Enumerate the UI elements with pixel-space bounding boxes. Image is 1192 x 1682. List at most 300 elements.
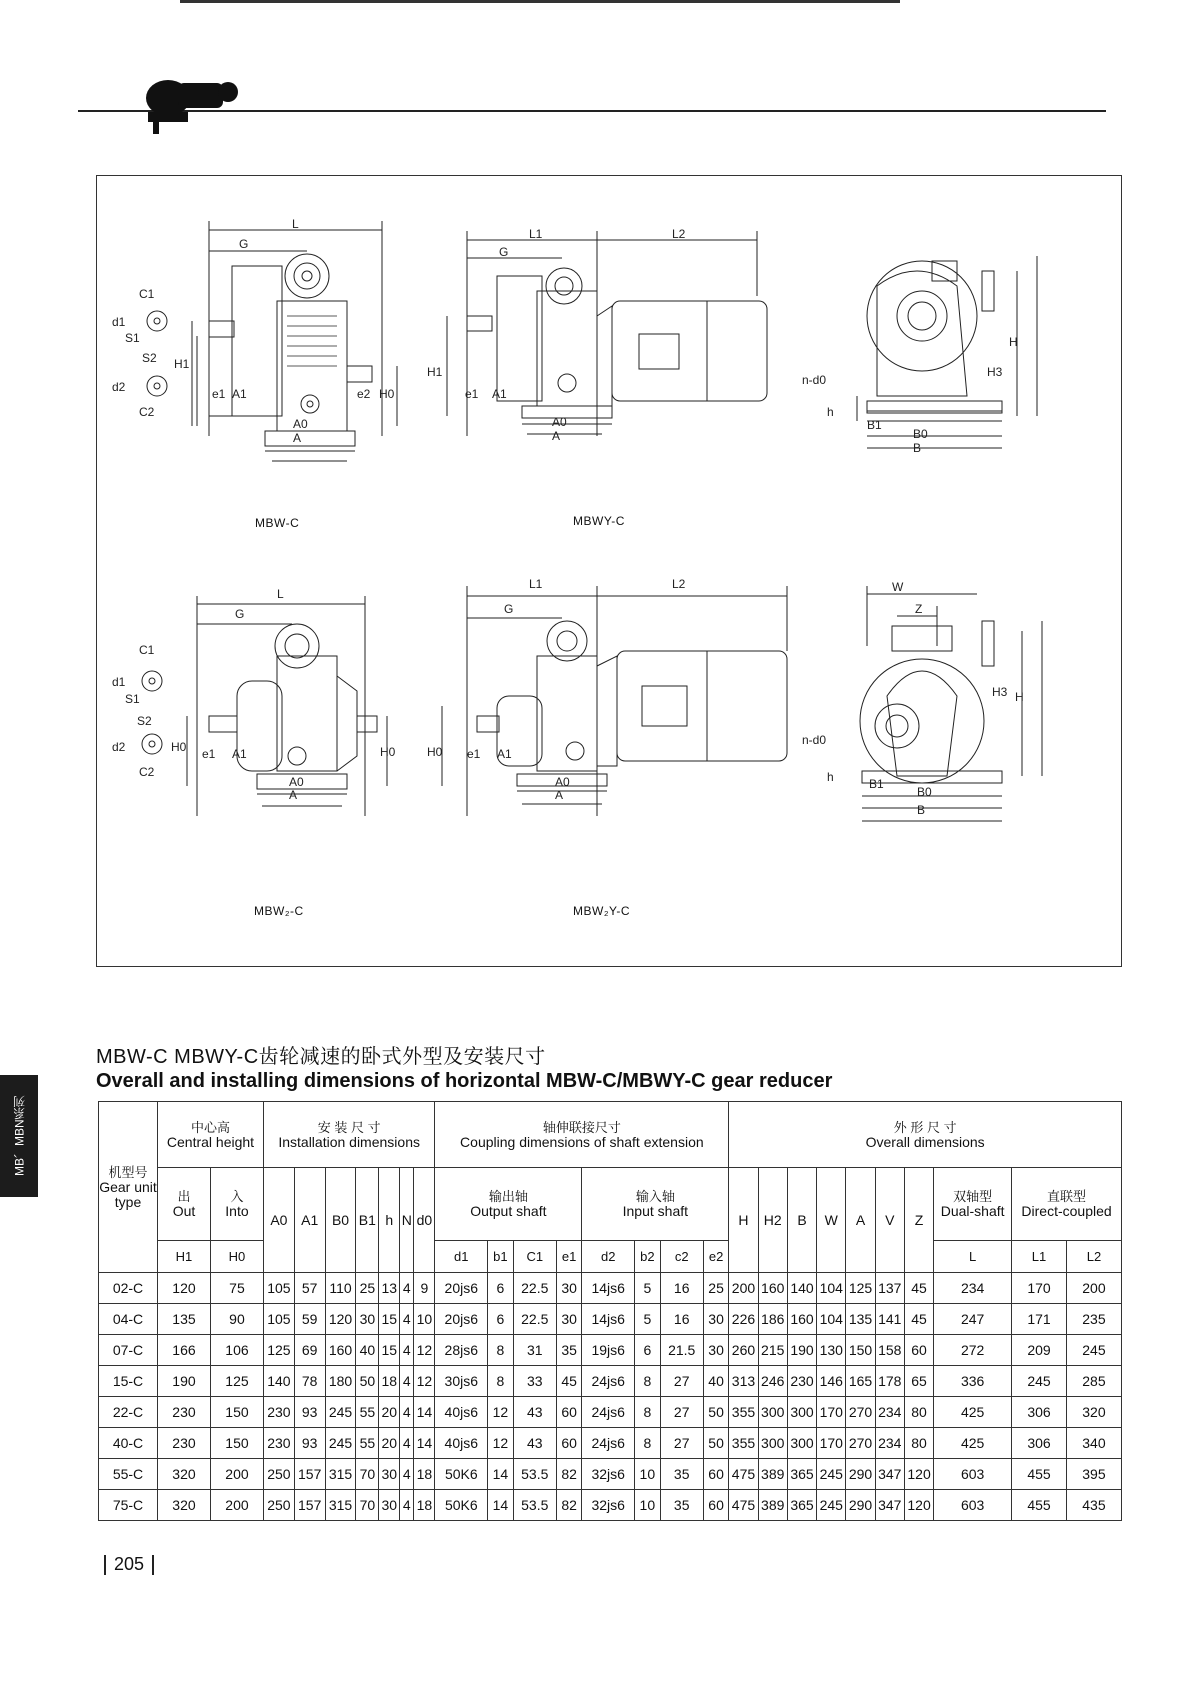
table-cell: 35 bbox=[556, 1335, 581, 1366]
table-cell: 14js6 bbox=[582, 1304, 635, 1335]
svg-text:C2: C2 bbox=[139, 405, 155, 419]
svg-text:e1: e1 bbox=[465, 387, 479, 401]
table-cell: 24js6 bbox=[582, 1397, 635, 1428]
table-cell: 50K6 bbox=[435, 1490, 488, 1521]
table-cell: 16 bbox=[660, 1304, 703, 1335]
table-cell: 300 bbox=[787, 1428, 816, 1459]
svg-text:H1: H1 bbox=[174, 357, 190, 371]
table-cell: 355 bbox=[729, 1428, 758, 1459]
svg-text:H: H bbox=[1015, 690, 1024, 704]
table-cell: 4 bbox=[400, 1366, 414, 1397]
table-cell: 30 bbox=[356, 1304, 379, 1335]
table-cell: 245 bbox=[1012, 1366, 1067, 1397]
table-cell: 230 bbox=[263, 1397, 294, 1428]
table-cell: 45 bbox=[904, 1273, 933, 1304]
svg-text:H0: H0 bbox=[171, 740, 187, 754]
header-central-cn: 中心高 bbox=[190, 1119, 230, 1135]
table-cell: 24js6 bbox=[582, 1428, 635, 1459]
svg-text:A0: A0 bbox=[555, 775, 570, 789]
table-cell: 200 bbox=[1066, 1273, 1121, 1304]
table-cell: 120 bbox=[158, 1273, 211, 1304]
header-dual-en: Dual-shaft bbox=[940, 1203, 1005, 1219]
table-cell: 22.5 bbox=[513, 1273, 556, 1304]
table-cell: 82 bbox=[556, 1459, 581, 1490]
table-cell: 4 bbox=[400, 1459, 414, 1490]
header-out bbox=[158, 1168, 211, 1241]
drawing-mbw-c bbox=[147, 221, 397, 461]
header-out-en: Out bbox=[172, 1203, 196, 1219]
table-cell: 8 bbox=[635, 1428, 660, 1459]
table-cell: 4 bbox=[400, 1335, 414, 1366]
table-cell: 78 bbox=[294, 1366, 325, 1397]
table-cell: 25 bbox=[703, 1273, 728, 1304]
svg-text:e2: e2 bbox=[357, 387, 371, 401]
svg-text:n-d0: n-d0 bbox=[802, 373, 827, 387]
svg-text:A1: A1 bbox=[232, 747, 247, 761]
cell-model: 22-C bbox=[99, 1397, 158, 1428]
table-cell: 125 bbox=[210, 1366, 263, 1397]
table-cell: 93 bbox=[294, 1397, 325, 1428]
table-cell: 200 bbox=[210, 1490, 263, 1521]
table-cell: 170 bbox=[1012, 1273, 1067, 1304]
table-cell: 35 bbox=[660, 1459, 703, 1490]
drawing-panel bbox=[96, 175, 1122, 967]
caption-mbw2-c: MBW₂-C bbox=[254, 904, 304, 918]
svg-text:G: G bbox=[504, 602, 514, 616]
table-cell: 260 bbox=[729, 1335, 758, 1366]
table-cell: 347 bbox=[875, 1459, 904, 1490]
dimension-labels bbox=[112, 217, 1024, 817]
header-into bbox=[210, 1168, 263, 1241]
table-cell: 246 bbox=[758, 1366, 787, 1397]
table-cell: 157 bbox=[294, 1490, 325, 1521]
header-direct-en: Direct-coupled bbox=[1021, 1203, 1112, 1219]
header-type-en: Gear unit type bbox=[99, 1178, 157, 1210]
header-coupling-cn: 轴伸联接尺寸 bbox=[542, 1119, 621, 1135]
table-cell: 31 bbox=[513, 1335, 556, 1366]
header-col: H2 bbox=[758, 1168, 787, 1273]
header-col: H1 bbox=[158, 1241, 211, 1273]
table-cell: 235 bbox=[1066, 1304, 1121, 1335]
table-cell: 130 bbox=[817, 1335, 846, 1366]
table-cell: 200 bbox=[729, 1273, 758, 1304]
header-col: W bbox=[817, 1168, 846, 1273]
table-cell: 160 bbox=[787, 1304, 816, 1335]
table-cell: 80 bbox=[904, 1428, 933, 1459]
table-cell: 435 bbox=[1066, 1490, 1121, 1521]
header-input-en: Input shaft bbox=[622, 1203, 689, 1219]
svg-text:d2: d2 bbox=[112, 740, 126, 754]
table-cell: 215 bbox=[758, 1335, 787, 1366]
table-cell: 125 bbox=[263, 1335, 294, 1366]
svg-text:H0: H0 bbox=[380, 745, 396, 759]
header-input-cn: 输入轴 bbox=[635, 1189, 675, 1204]
table-cell: 60 bbox=[904, 1335, 933, 1366]
svg-text:n-d0: n-d0 bbox=[802, 733, 827, 747]
table-cell: 165 bbox=[846, 1366, 875, 1397]
table-cell: 20 bbox=[379, 1428, 400, 1459]
cell-model: 04-C bbox=[99, 1304, 158, 1335]
table-cell: 105 bbox=[263, 1273, 294, 1304]
header-into-cn: 入 bbox=[230, 1189, 244, 1204]
table-cell: 43 bbox=[513, 1397, 556, 1428]
top-edge-line bbox=[180, 0, 900, 3]
table-cell: 140 bbox=[787, 1273, 816, 1304]
svg-text:A1: A1 bbox=[492, 387, 507, 401]
table-cell: 120 bbox=[904, 1490, 933, 1521]
dimensions-table bbox=[98, 1101, 1122, 1521]
svg-text:C1: C1 bbox=[139, 643, 155, 657]
svg-text:A: A bbox=[552, 429, 561, 443]
table-cell: 90 bbox=[210, 1304, 263, 1335]
table-cell: 10 bbox=[635, 1490, 660, 1521]
table-cell: 272 bbox=[934, 1335, 1012, 1366]
header-output-shaft bbox=[435, 1168, 582, 1241]
svg-text:A1: A1 bbox=[232, 387, 247, 401]
header-col: A1 bbox=[294, 1168, 325, 1273]
cell-model: 40-C bbox=[99, 1428, 158, 1459]
table-cell: 320 bbox=[158, 1459, 211, 1490]
table-cell: 300 bbox=[787, 1397, 816, 1428]
table-cell: 170 bbox=[817, 1397, 846, 1428]
table-cell: 137 bbox=[875, 1273, 904, 1304]
table-cell: 20 bbox=[379, 1397, 400, 1428]
table-cell: 603 bbox=[934, 1490, 1012, 1521]
table-cell: 120 bbox=[904, 1459, 933, 1490]
svg-text:A0: A0 bbox=[289, 775, 304, 789]
table-cell: 93 bbox=[294, 1428, 325, 1459]
table-cell: 230 bbox=[263, 1428, 294, 1459]
table-cell: 50 bbox=[703, 1397, 728, 1428]
table-cell: 75 bbox=[210, 1273, 263, 1304]
header-col: N bbox=[400, 1168, 414, 1273]
header-col: A bbox=[846, 1168, 875, 1273]
table-cell: 160 bbox=[758, 1273, 787, 1304]
svg-text:L: L bbox=[277, 587, 284, 601]
table-cell: 245 bbox=[325, 1428, 356, 1459]
table-cell: 158 bbox=[875, 1335, 904, 1366]
table-cell: 425 bbox=[934, 1428, 1012, 1459]
header-input-shaft bbox=[582, 1168, 729, 1241]
caption-mbw2y-c: MBW₂Y-C bbox=[573, 904, 631, 918]
header-col: L2 bbox=[1066, 1241, 1121, 1273]
svg-text:Z: Z bbox=[915, 602, 923, 616]
table-cell: 20js6 bbox=[435, 1304, 488, 1335]
table-cell: 32js6 bbox=[582, 1490, 635, 1521]
svg-text:S2: S2 bbox=[142, 351, 157, 365]
svg-text:A: A bbox=[289, 788, 298, 802]
table-cell: 230 bbox=[158, 1428, 211, 1459]
table-cell: 603 bbox=[934, 1459, 1012, 1490]
table-cell: 14 bbox=[488, 1459, 513, 1490]
table-cell: 140 bbox=[263, 1366, 294, 1397]
svg-text:S1: S1 bbox=[125, 692, 140, 706]
svg-text:H0: H0 bbox=[379, 387, 395, 401]
svg-text:G: G bbox=[235, 607, 245, 621]
header-col: C1 bbox=[513, 1241, 556, 1273]
table-cell: 50K6 bbox=[435, 1459, 488, 1490]
table-cell: 171 bbox=[1012, 1304, 1067, 1335]
table-cell: 245 bbox=[817, 1459, 846, 1490]
drawing-mbw2-c bbox=[142, 596, 387, 816]
svg-text:L: L bbox=[292, 217, 299, 231]
table-row bbox=[99, 1490, 1122, 1521]
table-cell: 14 bbox=[488, 1490, 513, 1521]
table-cell: 57 bbox=[294, 1273, 325, 1304]
technical-drawings bbox=[97, 176, 1121, 966]
table-cell: 285 bbox=[1066, 1366, 1121, 1397]
table-cell: 5 bbox=[635, 1273, 660, 1304]
svg-text:B: B bbox=[913, 441, 922, 455]
table-cell: 14 bbox=[414, 1397, 435, 1428]
table-cell: 315 bbox=[325, 1459, 356, 1490]
table-cell: 105 bbox=[263, 1304, 294, 1335]
header-col: d0 bbox=[414, 1168, 435, 1273]
table-cell: 18 bbox=[414, 1490, 435, 1521]
table-cell: 150 bbox=[210, 1397, 263, 1428]
table-cell: 12 bbox=[414, 1366, 435, 1397]
header-col: Z bbox=[904, 1168, 933, 1273]
table-cell: 4 bbox=[400, 1428, 414, 1459]
header-overall-cn: 外 形 尺 寸 bbox=[893, 1119, 957, 1135]
svg-text:S2: S2 bbox=[137, 714, 152, 728]
table-cell: 315 bbox=[325, 1490, 356, 1521]
header-col: d2 bbox=[582, 1241, 635, 1273]
table-cell: 30 bbox=[703, 1304, 728, 1335]
table-cell: 18 bbox=[414, 1459, 435, 1490]
table-cell: 104 bbox=[817, 1273, 846, 1304]
table-cell: 475 bbox=[729, 1459, 758, 1490]
table-cell: 347 bbox=[875, 1490, 904, 1521]
table-cell: 135 bbox=[846, 1304, 875, 1335]
header-col: B0 bbox=[325, 1168, 356, 1273]
header-type-cn: 机型号 bbox=[108, 1164, 148, 1180]
header-overall-en: Overall dimensions bbox=[865, 1133, 985, 1150]
table-cell: 70 bbox=[356, 1459, 379, 1490]
table-cell: 146 bbox=[817, 1366, 846, 1397]
gear-reducer-logo bbox=[138, 68, 248, 138]
cell-model: 55-C bbox=[99, 1459, 158, 1490]
header-direct-cn: 直联型 bbox=[1047, 1189, 1087, 1204]
table-cell: 230 bbox=[158, 1397, 211, 1428]
table-cell: 53.5 bbox=[513, 1459, 556, 1490]
header-central-en: Central height bbox=[166, 1133, 255, 1150]
header-col: V bbox=[875, 1168, 904, 1273]
table-cell: 340 bbox=[1066, 1428, 1121, 1459]
table-cell: 170 bbox=[817, 1428, 846, 1459]
table-cell: 40js6 bbox=[435, 1397, 488, 1428]
svg-text:H3: H3 bbox=[987, 365, 1003, 379]
table-cell: 12 bbox=[488, 1428, 513, 1459]
table-cell: 10 bbox=[635, 1459, 660, 1490]
svg-text:G: G bbox=[499, 245, 509, 259]
header-direct-coupled bbox=[1012, 1168, 1122, 1241]
table-cell: 19js6 bbox=[582, 1335, 635, 1366]
header-install-cn: 安 装 尺 寸 bbox=[317, 1119, 381, 1135]
table-row bbox=[99, 1459, 1122, 1490]
table-cell: 30 bbox=[379, 1490, 400, 1521]
drawing-mbw2y-c bbox=[442, 586, 787, 816]
cell-model: 02-C bbox=[99, 1273, 158, 1304]
header-overall bbox=[729, 1102, 1122, 1168]
table-cell: 190 bbox=[158, 1366, 211, 1397]
svg-text:A0: A0 bbox=[552, 415, 567, 429]
table-cell: 70 bbox=[356, 1490, 379, 1521]
table-cell: 270 bbox=[846, 1428, 875, 1459]
header-col: b1 bbox=[488, 1241, 513, 1273]
svg-text:W: W bbox=[892, 580, 904, 594]
table-cell: 40 bbox=[356, 1335, 379, 1366]
table-cell: 10 bbox=[414, 1304, 435, 1335]
table-cell: 157 bbox=[294, 1459, 325, 1490]
table-cell: 4 bbox=[400, 1397, 414, 1428]
header-col: B bbox=[787, 1168, 816, 1273]
svg-text:B1: B1 bbox=[867, 418, 882, 432]
svg-text:H: H bbox=[1009, 335, 1018, 349]
table-cell: 247 bbox=[934, 1304, 1012, 1335]
table-cell: 270 bbox=[846, 1397, 875, 1428]
table-cell: 389 bbox=[758, 1490, 787, 1521]
table-cell: 135 bbox=[158, 1304, 211, 1335]
header-dual-shaft bbox=[934, 1168, 1012, 1241]
header-col: e1 bbox=[556, 1241, 581, 1273]
header-col: H bbox=[729, 1168, 758, 1273]
table-cell: 80 bbox=[904, 1397, 933, 1428]
header-col: L1 bbox=[1012, 1241, 1067, 1273]
svg-text:h: h bbox=[827, 770, 834, 784]
page-number-text: 205 bbox=[114, 1554, 145, 1574]
table-cell: 250 bbox=[263, 1490, 294, 1521]
table-cell: 30 bbox=[556, 1304, 581, 1335]
table-cell: 30js6 bbox=[435, 1366, 488, 1397]
table-cell: 14js6 bbox=[582, 1273, 635, 1304]
table-cell: 166 bbox=[158, 1335, 211, 1366]
table-cell: 50 bbox=[356, 1366, 379, 1397]
table-cell: 125 bbox=[846, 1273, 875, 1304]
svg-text:C2: C2 bbox=[139, 765, 155, 779]
table-cell: 30 bbox=[379, 1459, 400, 1490]
svg-text:B0: B0 bbox=[917, 785, 932, 799]
table-cell: 12 bbox=[414, 1335, 435, 1366]
table-cell: 365 bbox=[787, 1490, 816, 1521]
svg-text:e1: e1 bbox=[202, 747, 216, 761]
header-coupling bbox=[435, 1102, 729, 1168]
table-cell: 306 bbox=[1012, 1397, 1067, 1428]
table-cell: 120 bbox=[325, 1304, 356, 1335]
svg-text:d2: d2 bbox=[112, 380, 126, 394]
svg-text:e1: e1 bbox=[212, 387, 226, 401]
table-cell: 16 bbox=[660, 1273, 703, 1304]
svg-text:B1: B1 bbox=[869, 777, 884, 791]
table-cell: 25 bbox=[356, 1273, 379, 1304]
table-cell: 365 bbox=[787, 1459, 816, 1490]
svg-text:A: A bbox=[293, 431, 302, 445]
header-col: h bbox=[379, 1168, 400, 1273]
table-cell: 53.5 bbox=[513, 1490, 556, 1521]
table-cell: 4 bbox=[400, 1490, 414, 1521]
table-cell: 24js6 bbox=[582, 1366, 635, 1397]
table-cell: 27 bbox=[660, 1366, 703, 1397]
cell-model: 15-C bbox=[99, 1366, 158, 1397]
table-row bbox=[99, 1304, 1122, 1335]
cell-model: 75-C bbox=[99, 1490, 158, 1521]
table-cell: 15 bbox=[379, 1304, 400, 1335]
header-col: L bbox=[934, 1241, 1012, 1273]
table-cell: 60 bbox=[703, 1459, 728, 1490]
svg-text:S1: S1 bbox=[125, 331, 140, 345]
svg-text:d1: d1 bbox=[112, 675, 126, 689]
table-cell: 65 bbox=[904, 1366, 933, 1397]
table-cell: 110 bbox=[325, 1273, 356, 1304]
table-cell: 234 bbox=[875, 1428, 904, 1459]
table-cell: 320 bbox=[158, 1490, 211, 1521]
table-cell: 455 bbox=[1012, 1459, 1067, 1490]
header-into-en: Into bbox=[225, 1203, 249, 1219]
table-cell: 60 bbox=[556, 1397, 581, 1428]
svg-text:L1: L1 bbox=[529, 227, 543, 241]
header-col: d1 bbox=[435, 1241, 488, 1273]
svg-text:L1: L1 bbox=[529, 577, 543, 591]
header-type bbox=[99, 1102, 158, 1273]
table-cell: 33 bbox=[513, 1366, 556, 1397]
table-cell: 234 bbox=[875, 1397, 904, 1428]
table-cell: 106 bbox=[210, 1335, 263, 1366]
table-cell: 60 bbox=[556, 1428, 581, 1459]
table-cell: 245 bbox=[325, 1397, 356, 1428]
table-cell: 313 bbox=[729, 1366, 758, 1397]
table-cell: 40 bbox=[703, 1366, 728, 1397]
table-cell: 8 bbox=[635, 1397, 660, 1428]
svg-text:h: h bbox=[827, 405, 834, 419]
table-cell: 178 bbox=[875, 1366, 904, 1397]
table-cell: 455 bbox=[1012, 1490, 1067, 1521]
header-col: e2 bbox=[703, 1241, 728, 1273]
svg-text:B0: B0 bbox=[913, 427, 928, 441]
page-number bbox=[96, 1554, 162, 1575]
table-cell: 186 bbox=[758, 1304, 787, 1335]
header-output-en: Output shaft bbox=[470, 1203, 547, 1219]
table-cell: 300 bbox=[758, 1397, 787, 1428]
table-cell: 336 bbox=[934, 1366, 1012, 1397]
table-cell: 45 bbox=[556, 1366, 581, 1397]
table-cell: 8 bbox=[488, 1366, 513, 1397]
table-cell: 22.5 bbox=[513, 1304, 556, 1335]
table-cell: 250 bbox=[263, 1459, 294, 1490]
svg-text:C1: C1 bbox=[139, 287, 155, 301]
table-cell: 475 bbox=[729, 1490, 758, 1521]
table-cell: 30 bbox=[703, 1335, 728, 1366]
table-cell: 320 bbox=[1066, 1397, 1121, 1428]
table-cell: 190 bbox=[787, 1335, 816, 1366]
header-dual-cn: 双轴型 bbox=[953, 1189, 993, 1204]
table-row bbox=[99, 1397, 1122, 1428]
table-row bbox=[99, 1428, 1122, 1459]
svg-text:d1: d1 bbox=[112, 315, 126, 329]
svg-text:H0: H0 bbox=[427, 745, 443, 759]
table-cell: 425 bbox=[934, 1397, 1012, 1428]
caption-mbw-c: MBW-C bbox=[255, 516, 300, 530]
table-cell: 306 bbox=[1012, 1428, 1067, 1459]
table-cell: 55 bbox=[356, 1397, 379, 1428]
drawing-side-view-1 bbox=[857, 256, 1037, 448]
table-cell: 6 bbox=[488, 1304, 513, 1335]
svg-text:L2: L2 bbox=[672, 227, 686, 241]
table-cell: 28js6 bbox=[435, 1335, 488, 1366]
table-cell: 69 bbox=[294, 1335, 325, 1366]
table-cell: 20js6 bbox=[435, 1273, 488, 1304]
table-cell: 226 bbox=[729, 1304, 758, 1335]
table-cell: 21.5 bbox=[660, 1335, 703, 1366]
